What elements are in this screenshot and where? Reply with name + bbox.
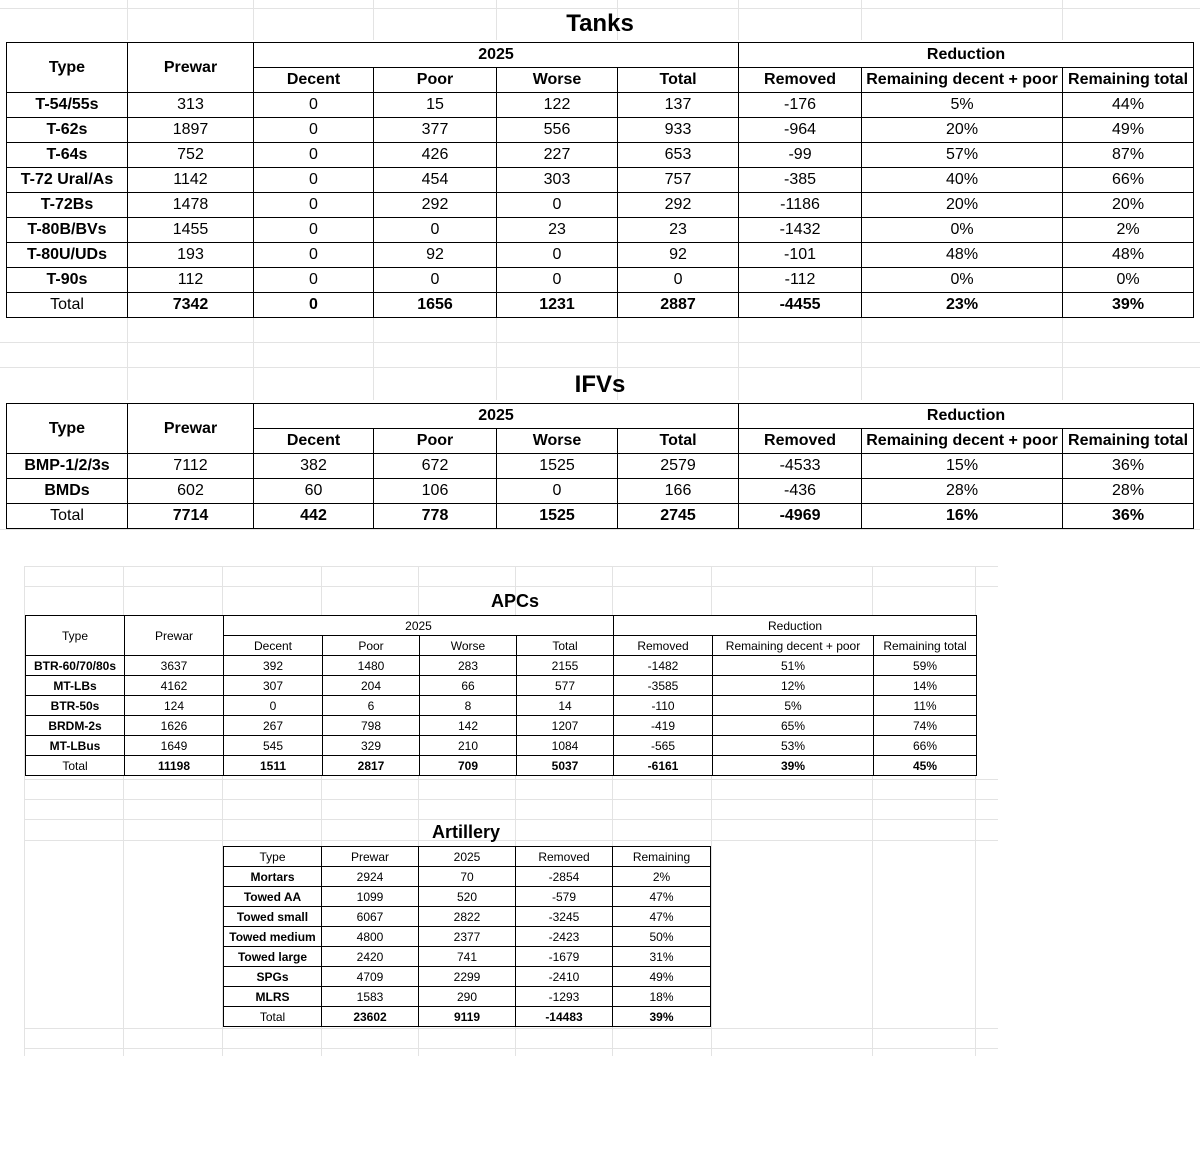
cell-prewar: 1583 [322,987,419,1007]
cell-worse: 0 [497,243,618,268]
cell-removed: -99 [739,143,862,168]
cell-total: 137 [618,93,739,118]
cell-remaining: 47% [613,907,711,927]
cell-decent: 267 [224,716,323,736]
cell-removed: -436 [739,479,862,504]
cell-total: 0 [618,268,739,293]
artillery-header-row [224,847,711,867]
cell-worse: 142 [420,716,517,736]
cell-type: T-80U/UDs [7,243,128,268]
cell-type: MT-LBus [26,736,125,756]
tanks-header-decent: Decent [254,68,374,93]
cell-removed: -579 [516,887,613,907]
cell-worse: 23 [497,218,618,243]
table-row [224,967,711,987]
total-prewar: 7342 [128,293,254,318]
ifvs-header-2025: 2025 [254,404,739,429]
cell-poor: 15 [374,93,497,118]
cell-removed: -3585 [614,676,713,696]
cell-remaining-decent-poor: 40% [862,168,1063,193]
table-row [224,947,711,967]
cell-prewar: 1626 [125,716,224,736]
tanks-header-total: Total [618,68,739,93]
cell-remaining: 31% [613,947,711,967]
apcs-header-decent: Decent [224,636,323,656]
cell-2025: 741 [419,947,516,967]
cell-type: BMDs [7,479,128,504]
cell-2025: 70 [419,867,516,887]
cell-type: T-90s [7,268,128,293]
cell-prewar: 3637 [125,656,224,676]
cell-remaining-decent-poor: 65% [713,716,874,736]
total-worse: 709 [420,756,517,776]
cell-total: 166 [618,479,739,504]
cell-total: 14 [517,696,614,716]
cell-poor: 204 [323,676,420,696]
total-removed: -4455 [739,293,862,318]
cell-poor: 0 [374,218,497,243]
tanks-table [6,42,1194,318]
total-decent: 1511 [224,756,323,776]
cell-removed: -4533 [739,454,862,479]
cell-removed: -964 [739,118,862,143]
cell-remaining-decent-poor: 15% [862,454,1063,479]
ifvs-header-total: Total [618,429,739,454]
apcs-header-prewar: Prewar [125,616,224,656]
apcs-header-total: Total [517,636,614,656]
header-2025: 2025 [419,847,516,867]
apcs-total-row [26,756,977,776]
cell-remaining-total: 59% [874,656,977,676]
cell-2025: 2377 [419,927,516,947]
total-removed: -14483 [516,1007,613,1027]
cell-prewar: 1455 [128,218,254,243]
total-remaining: 39% [613,1007,711,1027]
cell-decent: 545 [224,736,323,756]
artillery-table [223,846,711,1027]
total-prewar: 11198 [125,756,224,776]
apcs-header-worse: Worse [420,636,517,656]
tanks-header-remaining-decent-poor: Remaining decent + poor [862,68,1063,93]
cell-type: Towed large [224,947,322,967]
cell-poor: 377 [374,118,497,143]
cell-removed: -110 [614,696,713,716]
cell-remaining-total: 28% [1063,479,1194,504]
cell-decent: 0 [254,193,374,218]
cell-poor: 106 [374,479,497,504]
total-prewar: 23602 [322,1007,419,1027]
cell-remaining-decent-poor: 0% [862,268,1063,293]
cell-remaining-decent-poor: 5% [713,696,874,716]
apcs-header-row-1 [26,616,977,636]
artillery-title: Artillery [431,822,501,842]
apcs-header-removed: Removed [614,636,713,656]
cell-remaining-decent-poor: 5% [862,93,1063,118]
apcs-header-type: Type [26,616,125,656]
cell-remaining-decent-poor: 57% [862,143,1063,168]
cell-prewar: 1478 [128,193,254,218]
cell-decent: 0 [254,243,374,268]
table-row [7,118,1194,143]
ifvs-header-poor: Poor [374,429,497,454]
cell-remaining-total: 49% [1063,118,1194,143]
cell-prewar: 4709 [322,967,419,987]
header-type: Type [224,847,322,867]
tanks-header-poor: Poor [374,68,497,93]
cell-total: 92 [618,243,739,268]
cell-decent: 0 [254,268,374,293]
total-remaining-decent-poor: 39% [713,756,874,776]
ifvs-table [6,403,1194,529]
total-worse: 1231 [497,293,618,318]
cell-type: BRDM-2s [26,716,125,736]
cell-remaining-decent-poor: 51% [713,656,874,676]
cell-prewar: 313 [128,93,254,118]
cell-total: 933 [618,118,739,143]
cell-remaining-total: 36% [1063,454,1194,479]
cell-type: Towed small [224,907,322,927]
total-total: 2887 [618,293,739,318]
cell-type: Towed AA [224,887,322,907]
cell-remaining: 50% [613,927,711,947]
ifvs-title: IFVs [574,371,626,398]
cell-type: T-80B/BVs [7,218,128,243]
cell-decent: 0 [254,143,374,168]
cell-prewar: 2924 [322,867,419,887]
ifvs-header-type: Type [7,404,128,454]
cell-remaining-total: 2% [1063,218,1194,243]
cell-removed: -2410 [516,967,613,987]
cell-remaining-decent-poor: 0% [862,218,1063,243]
cell-remaining-total: 74% [874,716,977,736]
ifvs-header-remaining-total: Remaining total [1063,429,1194,454]
apcs-header-2025: 2025 [224,616,614,636]
cell-type: T-72Bs [7,193,128,218]
cell-worse: 303 [497,168,618,193]
cell-decent: 307 [224,676,323,696]
cell-removed: -1432 [739,218,862,243]
cell-decent: 0 [254,168,374,193]
total-removed: -6161 [614,756,713,776]
cell-remaining-decent-poor: 48% [862,243,1063,268]
cell-type: MLRS [224,987,322,1007]
cell-decent: 0 [254,93,374,118]
cell-poor: 454 [374,168,497,193]
apcs-body [26,656,977,756]
apcs-title: APCs [490,591,539,611]
cell-removed: -385 [739,168,862,193]
apcs-table [25,615,977,776]
cell-prewar: 7112 [128,454,254,479]
cell-type: MT-LBs [26,676,125,696]
total-poor: 1656 [374,293,497,318]
cell-remaining-decent-poor: 12% [713,676,874,696]
cell-total: 1207 [517,716,614,736]
tanks-header-2025: 2025 [254,43,739,68]
ifvs-header-prewar: Prewar [128,404,254,454]
cell-worse: 210 [420,736,517,756]
table-row [26,696,977,716]
cell-removed: -1482 [614,656,713,676]
tanks-header-reduction: Reduction [739,43,1194,68]
table-row [7,268,1194,293]
cell-worse: 556 [497,118,618,143]
total-decent: 0 [254,293,374,318]
table-row [7,218,1194,243]
table-row [7,168,1194,193]
cell-prewar: 124 [125,696,224,716]
cell-type: SPGs [224,967,322,987]
cell-poor: 92 [374,243,497,268]
cell-poor: 426 [374,143,497,168]
tanks-header-worse: Worse [497,68,618,93]
cell-type: Towed medium [224,927,322,947]
cell-worse: 8 [420,696,517,716]
total-type: Total [7,293,128,318]
cell-prewar: 1649 [125,736,224,756]
ifvs-header-worse: Worse [497,429,618,454]
cell-worse: 66 [420,676,517,696]
table-row [224,987,711,1007]
total-remaining-decent-poor: 23% [862,293,1063,318]
total-type: Total [224,1007,322,1027]
table-row [26,676,977,696]
table-row [224,927,711,947]
tanks-header-type: Type [7,43,128,93]
table-row [26,736,977,756]
cell-type: BTR-60/70/80s [26,656,125,676]
cell-type: BTR-50s [26,696,125,716]
total-poor: 2817 [323,756,420,776]
cell-remaining: 49% [613,967,711,987]
artillery-total-row [224,1007,711,1027]
cell-poor: 6 [323,696,420,716]
ifvs-body [7,454,1194,504]
cell-removed: -2854 [516,867,613,887]
table-row [224,867,711,887]
tanks-body [7,93,1194,293]
cell-total: 757 [618,168,739,193]
cell-worse: 227 [497,143,618,168]
cell-remaining: 2% [613,867,711,887]
apcs-header-remaining-decent-poor: Remaining decent + poor [713,636,874,656]
total-poor: 778 [374,504,497,529]
cell-poor: 672 [374,454,497,479]
table-row [7,243,1194,268]
total-remaining-total: 39% [1063,293,1194,318]
ifvs-header-row-1 [7,404,1194,429]
table-row [7,193,1194,218]
cell-prewar: 1142 [128,168,254,193]
table-row [224,887,711,907]
cell-prewar: 112 [128,268,254,293]
header-remaining: Remaining [613,847,711,867]
cell-prewar: 193 [128,243,254,268]
cell-worse: 0 [497,479,618,504]
cell-remaining: 47% [613,887,711,907]
cell-total: 292 [618,193,739,218]
cell-prewar: 602 [128,479,254,504]
ifvs-header-remaining-decent-poor: Remaining decent + poor [862,429,1063,454]
cell-worse: 0 [497,268,618,293]
ifvs-header-removed: Removed [739,429,862,454]
cell-remaining-total: 11% [874,696,977,716]
cell-removed: -3245 [516,907,613,927]
cell-worse: 1525 [497,454,618,479]
cell-remaining-total: 48% [1063,243,1194,268]
cell-remaining: 18% [613,987,711,1007]
cell-type: T-72 Ural/As [7,168,128,193]
cell-worse: 0 [497,193,618,218]
total-remaining-total: 45% [874,756,977,776]
apcs-header-remaining-total: Remaining total [874,636,977,656]
cell-poor: 1480 [323,656,420,676]
cell-remaining-total: 66% [1063,168,1194,193]
cell-2025: 2822 [419,907,516,927]
cell-poor: 292 [374,193,497,218]
cell-prewar: 1897 [128,118,254,143]
header-prewar: Prewar [322,847,419,867]
total-remaining-decent-poor: 16% [862,504,1063,529]
cell-type: T-64s [7,143,128,168]
cell-prewar: 2420 [322,947,419,967]
cell-removed: -1293 [516,987,613,1007]
cell-removed: -1186 [739,193,862,218]
cell-removed: -2423 [516,927,613,947]
tanks-header-prewar: Prewar [128,43,254,93]
table-row [7,454,1194,479]
cell-remaining-total: 14% [874,676,977,696]
cell-prewar: 1099 [322,887,419,907]
header-removed: Removed [516,847,613,867]
cell-removed: -1679 [516,947,613,967]
cell-type: T-62s [7,118,128,143]
cell-removed: -112 [739,268,862,293]
cell-poor: 798 [323,716,420,736]
cell-2025: 290 [419,987,516,1007]
table-row [26,656,977,676]
ifvs-header-reduction: Reduction [739,404,1194,429]
cell-remaining-total: 44% [1063,93,1194,118]
ifvs-header-decent: Decent [254,429,374,454]
apcs-header-reduction: Reduction [614,616,977,636]
table-row [7,143,1194,168]
cell-decent: 0 [224,696,323,716]
cell-total: 1084 [517,736,614,756]
total-2025: 9119 [419,1007,516,1027]
cell-total: 2155 [517,656,614,676]
total-type: Total [7,504,128,529]
total-type: Total [26,756,125,776]
cell-remaining-decent-poor: 20% [862,193,1063,218]
cell-remaining-total: 66% [874,736,977,756]
tanks-header-removed: Removed [739,68,862,93]
cell-prewar: 4800 [322,927,419,947]
table-row [224,907,711,927]
cell-poor: 0 [374,268,497,293]
cell-prewar: 6067 [322,907,419,927]
cell-worse: 283 [420,656,517,676]
cell-2025: 2299 [419,967,516,987]
cell-remaining-total: 0% [1063,268,1194,293]
cell-total: 23 [618,218,739,243]
total-total: 2745 [618,504,739,529]
cell-type: Mortars [224,867,322,887]
cell-removed: -565 [614,736,713,756]
cell-decent: 0 [254,218,374,243]
ifvs-total-row [7,504,1194,529]
cell-prewar: 752 [128,143,254,168]
tanks-total-row [7,293,1194,318]
cell-poor: 329 [323,736,420,756]
cell-type: BMP-1/2/3s [7,454,128,479]
cell-remaining-total: 20% [1063,193,1194,218]
table-row [7,93,1194,118]
cell-2025: 520 [419,887,516,907]
total-prewar: 7714 [128,504,254,529]
tanks-title: Tanks [566,10,634,37]
cell-total: 653 [618,143,739,168]
cell-decent: 60 [254,479,374,504]
total-decent: 442 [254,504,374,529]
cell-removed: -419 [614,716,713,736]
tanks-header-remaining-total: Remaining total [1063,68,1194,93]
total-remaining-total: 36% [1063,504,1194,529]
cell-remaining-decent-poor: 20% [862,118,1063,143]
apcs-header-poor: Poor [323,636,420,656]
cell-total: 2579 [618,454,739,479]
total-worse: 1525 [497,504,618,529]
tanks-header-row-1 [7,43,1194,68]
total-removed: -4969 [739,504,862,529]
artillery-body [224,867,711,1007]
cell-worse: 122 [497,93,618,118]
table-row [26,716,977,736]
cell-remaining-decent-poor: 53% [713,736,874,756]
cell-decent: 0 [254,118,374,143]
cell-total: 577 [517,676,614,696]
cell-decent: 392 [224,656,323,676]
table-row [7,479,1194,504]
cell-decent: 382 [254,454,374,479]
cell-removed: -101 [739,243,862,268]
cell-prewar: 4162 [125,676,224,696]
cell-type: T-54/55s [7,93,128,118]
total-total: 5037 [517,756,614,776]
cell-remaining-decent-poor: 28% [862,479,1063,504]
cell-remaining-total: 87% [1063,143,1194,168]
cell-removed: -176 [739,93,862,118]
